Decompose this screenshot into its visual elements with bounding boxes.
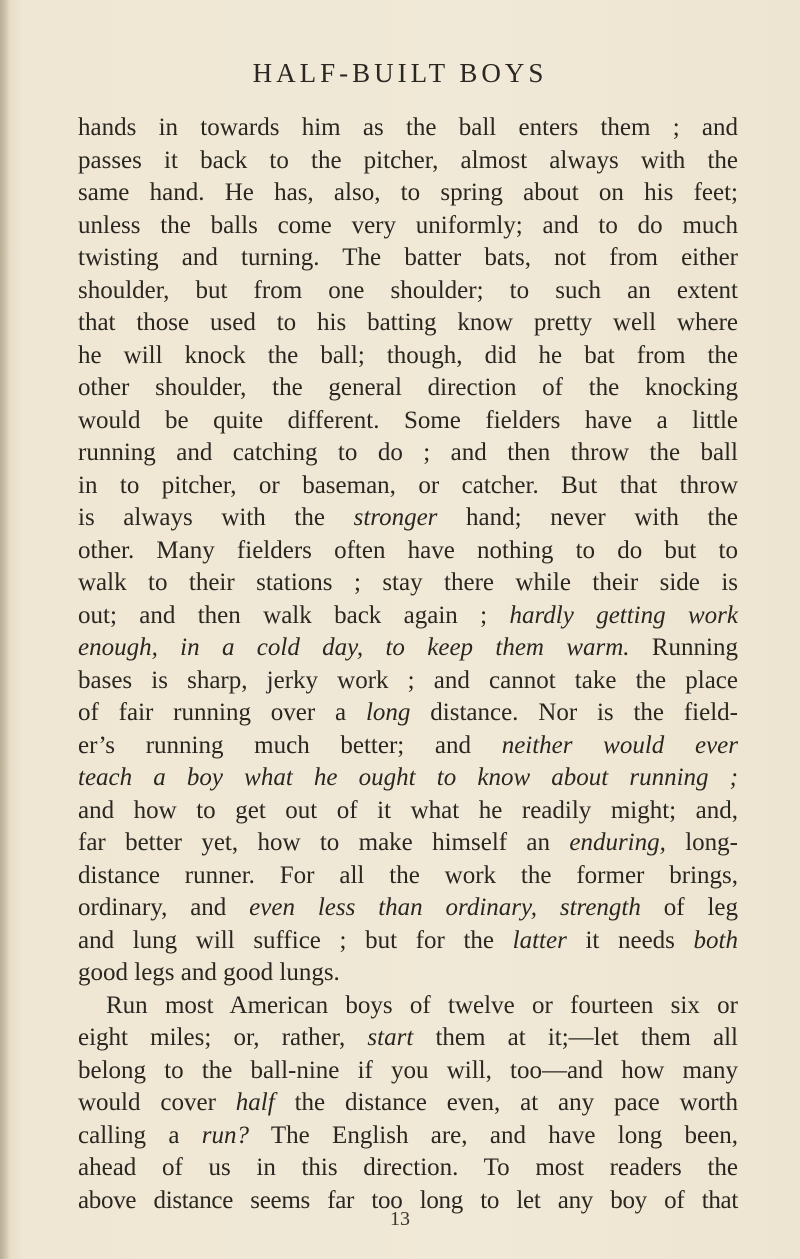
line-text: same hand. He has, also, to spring about on his feet; [78, 179, 738, 206]
italic-emphasis: run? [201, 1121, 249, 1149]
text-line [78, 1087, 738, 1120]
line-text: passes it back to the pitcher, almost always with the [78, 146, 738, 174]
line-text: would cover [78, 1089, 236, 1116]
text-line [78, 470, 738, 503]
text-line [78, 372, 738, 405]
gutter-shadow [0, 0, 10, 1259]
text-line [78, 892, 738, 925]
line-text: twisting and turning. The batter bats, not from either [78, 244, 738, 271]
line-text: hand; never with the [437, 504, 738, 531]
text-line [78, 730, 738, 763]
body-text [78, 112, 738, 1217]
text-line [78, 535, 738, 568]
italic-emphasis: enduring, [569, 829, 666, 856]
text-line [78, 1120, 738, 1153]
text-line [78, 762, 738, 795]
text-line [78, 112, 738, 145]
text-line [78, 860, 738, 893]
line-text: good legs and good lungs. [78, 959, 340, 986]
text-line [78, 827, 738, 860]
text-line [78, 697, 738, 730]
line-text: of fair running over a [78, 699, 366, 726]
italic-emphasis: hardly getting work [509, 601, 738, 629]
line-text: far better yet, how to make himself an [78, 829, 570, 856]
line-text: unless the balls come very uniformly; and to do much [78, 211, 738, 239]
text-line [78, 502, 738, 535]
text-line [78, 665, 738, 698]
line-text: running and catching to do ; and then throw the ball [78, 439, 738, 466]
line-text: eight miles; or, rather, [78, 1024, 368, 1051]
line-text: distance runner. For all the work the former brings, [78, 861, 738, 889]
text-line [78, 437, 738, 470]
italic-emphasis: start [367, 1024, 414, 1051]
line-text: belong to the ball-nine if you will, too—and how many [78, 1056, 738, 1084]
line-text: is always with the [78, 504, 354, 531]
line-text: above distance seems far too long to let any boy of that [78, 1186, 738, 1214]
line-text: calling a [78, 1121, 202, 1149]
italic-emphasis: half [235, 1089, 275, 1116]
italic-emphasis: long [365, 699, 411, 726]
text-line [78, 210, 738, 243]
text-line [78, 795, 738, 828]
text-line [78, 632, 738, 665]
line-text: the distance even, at any pace worth [274, 1089, 738, 1116]
line-text: he will knock the ball; though, did he bat from the [78, 341, 738, 369]
italic-emphasis: both [693, 926, 738, 954]
running-head: HALF-BUILT BOYS [252, 58, 548, 88]
line-text: distance. Nor is the field- [410, 699, 738, 726]
text-line [78, 405, 738, 438]
line-text: walk to their stations ; stay there while their side is [78, 569, 738, 596]
line-text: ordinary, and [78, 894, 250, 921]
italic-emphasis: teach a boy what he ought to know about running ; [78, 764, 738, 791]
line-text: that those used to his batting know pretty well where [78, 309, 738, 336]
text-line [78, 1055, 738, 1088]
page-number: 13 [390, 1208, 410, 1230]
italic-emphasis: latter [512, 926, 567, 954]
text-line [78, 1152, 738, 1185]
line-text: bases is sharp, jerky work ; and cannot take the place [78, 666, 738, 694]
line-text: er’s running much better; and [78, 731, 502, 759]
text-line [78, 957, 738, 990]
line-text: Run most American boys of twelve or fourteen six or [106, 991, 738, 1019]
text-line [78, 600, 738, 633]
line-text: in to pitcher, or baseman, or catcher. But that throw [78, 471, 738, 499]
text-line [78, 1022, 738, 1055]
line-text: them at it;—let them all [413, 1024, 738, 1051]
line-text: long- [665, 829, 738, 856]
text-line [78, 925, 738, 958]
line-text: The English are, and have long been, [249, 1121, 738, 1149]
line-text: and lung will suffice ; but for the [78, 926, 513, 954]
text-line [78, 145, 738, 178]
text-line [78, 242, 738, 275]
line-text: other. Many fielders often have nothing to do but to [78, 536, 738, 564]
line-text: out; and then walk back again ; [78, 601, 510, 629]
text-line [78, 990, 738, 1023]
line-text: and how to get out of it what he readily might; and, [78, 796, 738, 824]
text-line [78, 177, 738, 210]
italic-emphasis: neither would ever [501, 731, 738, 759]
italic-emphasis: stronger [353, 504, 438, 531]
line-text: ahead of us in this direction. To most readers the [78, 1154, 738, 1181]
italic-emphasis: even less than ordinary, strength [249, 894, 641, 921]
text-line [78, 340, 738, 373]
line-text: other shoulder, the general direction of the knocking [78, 374, 738, 401]
text-line [78, 567, 738, 600]
line-text: hands in towards him as the ball enters them ; and [78, 114, 738, 141]
line-text: would be quite different. Some fielders have a little [78, 406, 738, 434]
italic-emphasis: enough, in a cold day, to keep them warm. [78, 634, 630, 661]
line-text: Running [629, 634, 739, 661]
line-text: shoulder, but from one shoulder; to such an extent [78, 276, 738, 304]
text-line [78, 275, 738, 308]
line-text: of leg [640, 894, 738, 921]
text-line [78, 307, 738, 340]
line-text: it needs [566, 926, 694, 954]
